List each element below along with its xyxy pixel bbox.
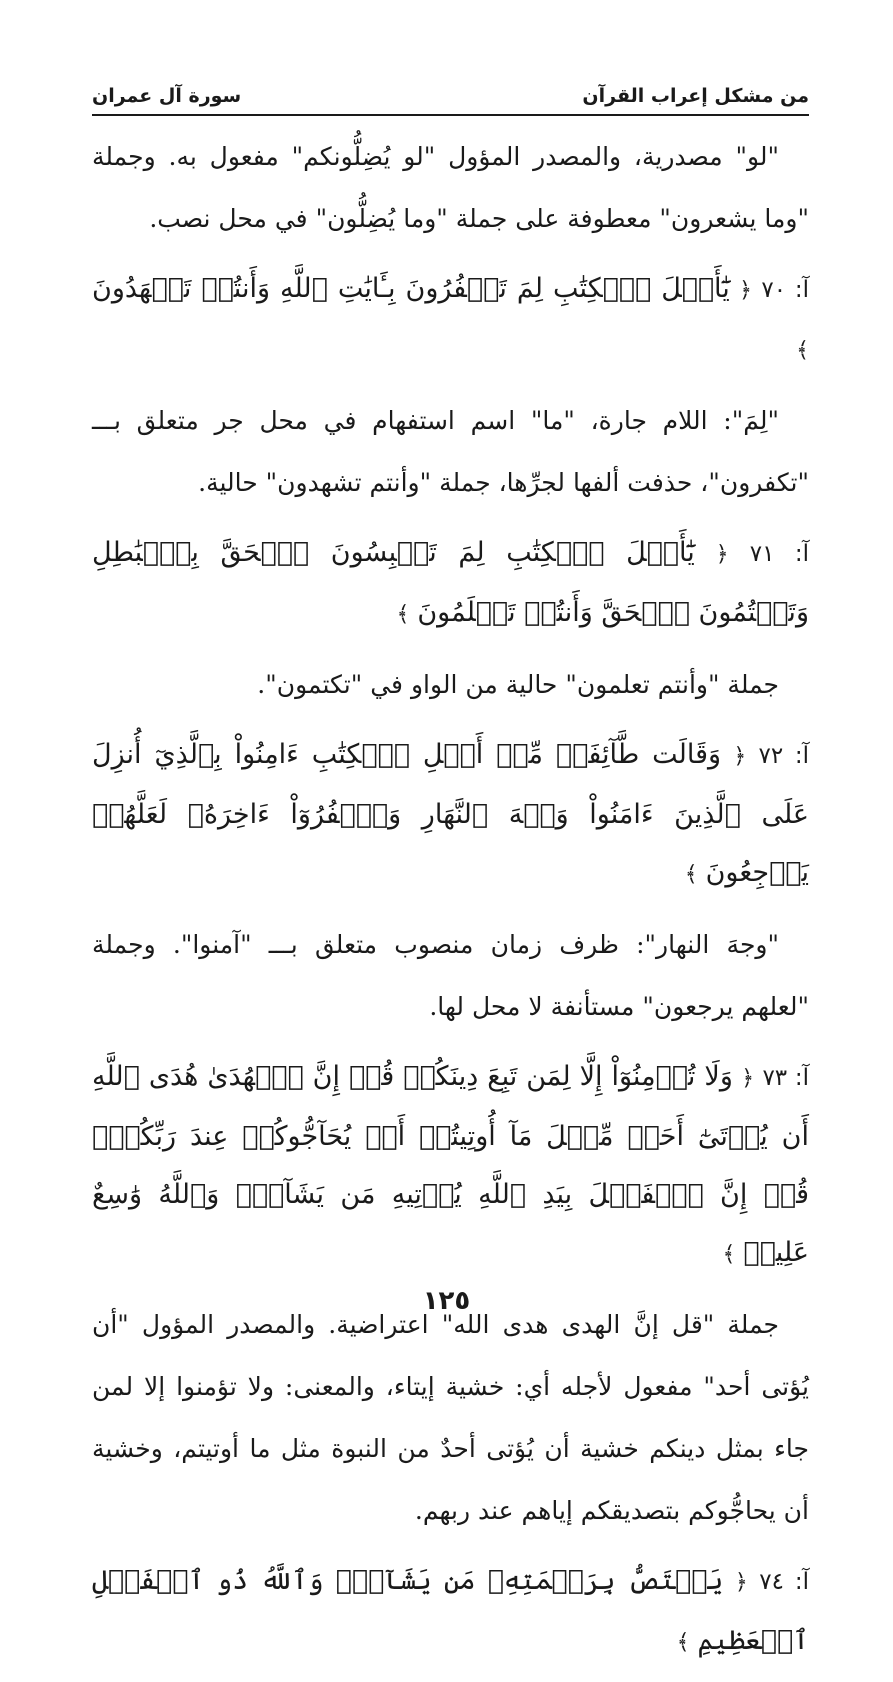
page-number: ١٢٥ [422,1286,471,1316]
paragraph-text: "لو" مصدرية، والمصدر المؤول "لو يُضِلُّونكم" مفعول به. وجملة "وما يشعرون" معطوفة على جملة "وما يُضِلُّون" في محل نصب. [92,142,809,233]
paragraph-text: جملة "قل إنَّ الهدى هدى الله" اعتراضية. والمصدر المؤول "أن يُؤتى أحد" مفعول لأجله أي: خشية إيتاء، والمعنى: ولا تؤمنوا إلا لمن جاء بمثل دينكم خشية أن يُؤتى أحدٌ من النبوة مثل ما أوتيتم، وخشية أن يحاجُّوكم بتصديقكم إياهم عند ربهم. [92,1310,809,1525]
commentary-paragraph [92,126,809,250]
quran-verse-70 [92,260,809,380]
verse-text: يَٰٓأَهۡلَ ٱلۡكِتَٰبِ لِمَ تَلۡبِسُونَ ٱلۡحَقَّ بِٱلۡبَٰطِلِ وَتَكۡتُمُونَ ٱلۡحَقَّ وَأَنتُمۡ تَعۡلَمُونَ [92,537,809,628]
verse-reference: آ: ٧٢ [758,743,809,769]
verse-open-bracket: ﴿ [734,1570,748,1595]
page-body [92,126,809,1682]
commentary-paragraph [92,654,809,716]
commentary-paragraph [92,1294,809,1542]
verse-close-bracket: ﴾ [796,338,809,363]
verse-close-bracket: ﴾ [396,602,410,627]
paragraph-text: "وجهَ النهار": ظرف زمان منصوب متعلق بـــ "آمنوا". وجملة "لعلهم يرجعون" مستأنفة لا محل لها. [92,930,809,1021]
quran-verse-72 [92,726,809,904]
verse-open-bracket: ﴿ [741,1066,755,1091]
verse-text: يَخۡتَصُّ بِرَحۡمَتِهِۦ مَن يَشَآءُۗ وَٱللَّهُ ذُو ٱلۡفَضۡلِ ٱلۡعَظِيمِ [92,1565,809,1656]
verse-close-bracket: ﴾ [722,1242,736,1267]
verse-text: وَلَا تُؤۡمِنُوٓاْ إِلَّا لِمَن تَبِعَ دِينَكُمۡ قُلۡ إِنَّ ٱلۡهُدَىٰ هُدَى ٱللَّهِ أَن يُؤۡتَىٰٓ أَحَدٞ مِّثۡلَ مَآ أُوتِيتُمۡ أَوۡ يُحَآجُّوكُمۡ عِندَ رَبِّكُمۡۗ قُلۡ إِنَّ ٱلۡفَضۡلَ بِيَدِ ٱللَّهِ يُؤۡتِيهِ مَن يَشَآءُۗ وَٱللَّهُ وَٰسِعٌ عَلِيمٞ [92,1061,809,1268]
paragraph-text: "لِمَ": اللام جارة، "ما" اسم استفهام في محل جر متعلق بـــ "تكفرون"، حذفت ألفها لجرِّها، جملة "وأنتم تشهدون" حالية. [92,406,809,497]
verse-open-bracket: ﴿ [715,542,729,567]
verse-reference: آ: ٧٣ [762,1065,809,1091]
book-title: من مشكل إعراب القرآن [582,85,809,107]
commentary-paragraph [92,914,809,1038]
verse-text: وَقَالَت طَّآئِفَةٞ مِّنۡ أَهۡلِ ٱلۡكِتَٰبِ ءَامِنُواْ بِٱلَّذِيٓ أُنزِلَ عَلَى ٱلَّذِينَ ءَامَنُواْ وَجۡهَ ٱلنَّهَارِ وَٱكۡفُرُوٓاْ ءَاخِرَهُۥ لَعَلَّهُمۡ يَرۡجِعُونَ [92,739,809,888]
surah-name: سورة آل عمران [92,85,242,107]
verse-open-bracket: ﴿ [739,278,753,303]
quran-verse-73 [92,1048,809,1284]
verse-reference: آ: ٧١ [749,541,809,567]
verse-reference: آ: ٧٠ [761,277,810,303]
quran-verse-74 [92,1552,809,1672]
verse-close-bracket: ﴾ [684,862,698,887]
quran-verse-71 [92,524,809,644]
verse-reference: آ: ٧٤ [759,1569,810,1595]
verse-close-bracket: ﴾ [676,1630,690,1655]
running-header [92,78,809,116]
commentary-paragraph [92,390,809,514]
paragraph-text: جملة "وأنتم تعلمون" حالية من الواو في "تكتمون". [257,670,779,699]
verse-text: يَٰٓأَهۡلَ ٱلۡكِتَٰبِ لِمَ تَكۡفُرُونَ بِـَٔايَٰتِ ٱللَّهِ وَأَنتُمۡ تَشۡهَدُونَ [92,273,730,304]
verse-open-bracket: ﴿ [733,744,747,769]
